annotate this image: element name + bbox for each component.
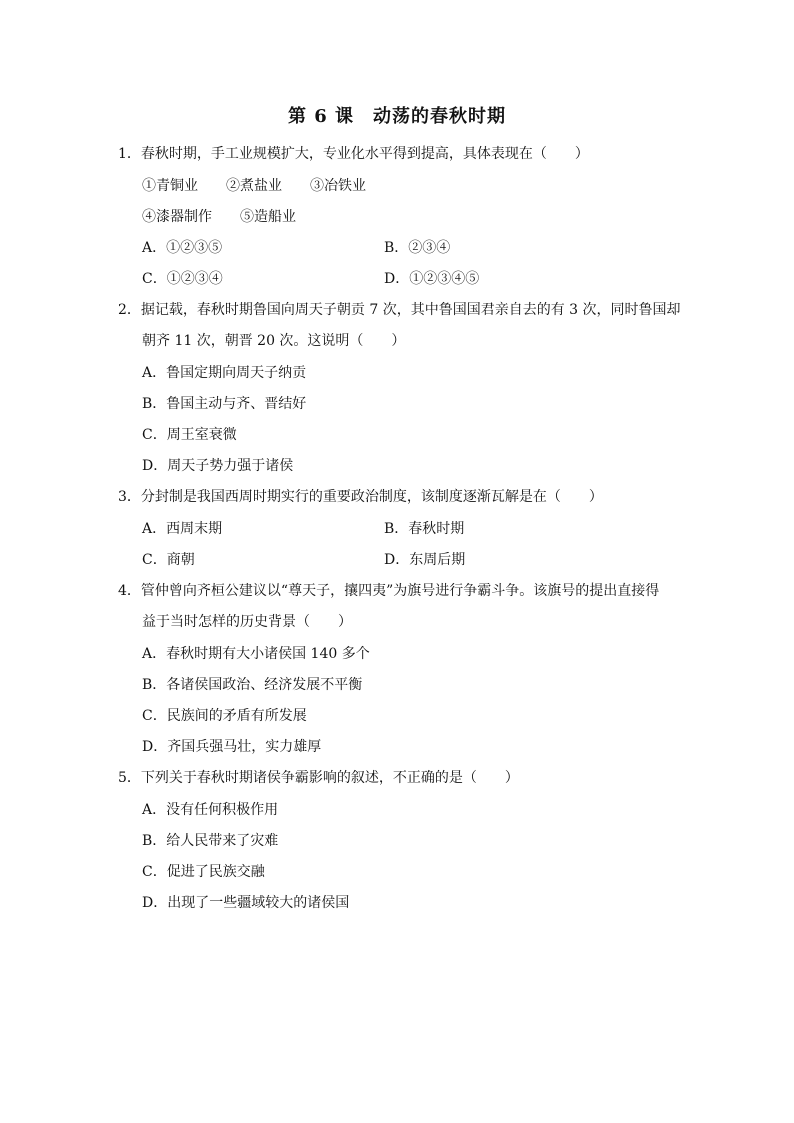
question-3-option-a: A．西周末期	[142, 521, 223, 537]
question-1-option-c: C．①②③④	[142, 271, 223, 287]
question-1-items-line-1: ①青铜业 ②煮盐业 ③冶铁业	[142, 178, 366, 194]
question-2-stem-line-1: 2．据记载，春秋时期鲁国向周天子朝贡 7 次，其中鲁国国君亲自去的有 3 次，同时鲁国却	[118, 302, 681, 318]
question-5-option-d: D．出现了一些疆域较大的诸侯国	[142, 895, 350, 911]
question-3-option-d: D．东周后期	[384, 552, 466, 568]
question-1-option-b: B．②③④	[384, 240, 451, 256]
question-5-option-c: C．促进了民族交融	[142, 864, 265, 880]
question-1-items-line-2: ④漆器制作 ⑤造船业	[142, 209, 296, 225]
question-5-option-b: B．给人民带来了灾难	[142, 833, 279, 849]
question-3-option-b: B．春秋时期	[384, 521, 465, 537]
question-1-stem: 1．春秋时期，手工业规模扩大，专业化水平得到提高，具体表现在（ ）	[118, 146, 589, 162]
question-1-option-a: A．①②③⑤	[142, 240, 223, 256]
question-2-option-b: B．鲁国主动与齐、晋结好	[142, 396, 307, 412]
question-1-option-d: D．①②③④⑤	[384, 271, 480, 287]
question-3-stem: 3．分封制是我国西周时期实行的重要政治制度，该制度逐渐瓦解是在（ ）	[118, 489, 603, 505]
question-4-option-b: B．各诸侯国政治、经济发展不平衡	[142, 677, 363, 693]
question-4-option-c: C．民族间的矛盾有所发展	[142, 708, 307, 724]
question-3-option-c: C．商朝	[142, 552, 195, 568]
question-2-option-a: A．鲁国定期向周天子纳贡	[142, 365, 307, 381]
question-2-option-c: C．周王室衰微	[142, 427, 237, 443]
question-4-stem-line-1: 4．管仲曾向齐桓公建议以“尊天子，攘四夷”为旗号进行争霸斗争。该旗号的提出直接得	[118, 583, 660, 599]
question-4-option-d: D．齐国兵强马壮，实力雄厚	[142, 739, 322, 755]
question-2-option-d: D．周天子势力强于诸侯	[142, 458, 294, 474]
question-4-option-a: A．春秋时期有大小诸侯国 140 多个	[142, 646, 370, 662]
question-2-stem-line-2: 朝齐 11 次，朝晋 20 次。这说明（ ）	[142, 333, 406, 349]
question-5-stem: 5．下列关于春秋时期诸侯争霸影响的叙述，不正确的是（ ）	[118, 770, 519, 786]
question-5-option-a: A．没有任何积极作用	[142, 802, 279, 818]
question-4-stem-line-2: 益于当时怎样的历史背景（ ）	[142, 614, 352, 630]
page-title: 第 6 课 动荡的春秋时期	[287, 106, 507, 127]
